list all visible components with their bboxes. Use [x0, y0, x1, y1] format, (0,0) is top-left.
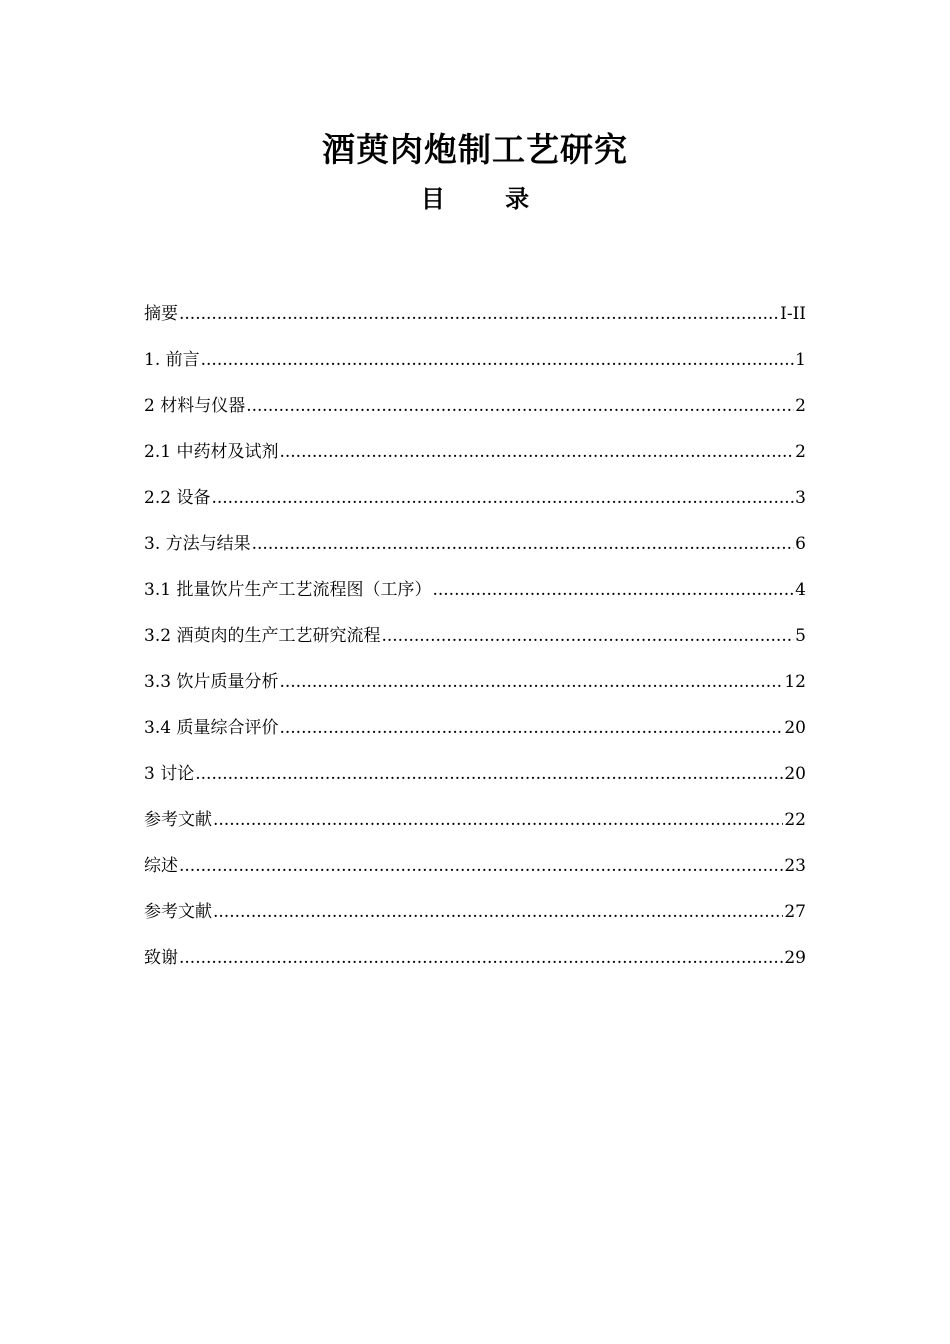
toc-entry-page: 2 — [795, 442, 806, 462]
toc-entry-label: 1. 前言 — [144, 350, 200, 370]
toc-entry-discussion[interactable] — [144, 760, 806, 806]
toc-dot-leader — [179, 852, 783, 880]
toc-entry-quality-analysis[interactable] — [144, 668, 806, 714]
toc-entry-process-flowchart[interactable] — [144, 576, 806, 622]
toc-dot-leader — [252, 530, 795, 558]
toc-entry-page: 12 — [784, 672, 806, 692]
toc-entry-label: 3.1 批量饮片生产工艺流程图（工序） — [144, 580, 432, 600]
toc-entry-process-research[interactable] — [144, 622, 806, 668]
toc-entry-page: 4 — [795, 580, 806, 600]
toc-entry-quality-evaluation[interactable] — [144, 714, 806, 760]
toc-entry-abstract[interactable] — [144, 300, 806, 346]
toc-entry-acknowledgements[interactable] — [144, 944, 806, 990]
toc-entry-label: 致谢 — [144, 948, 178, 968]
toc-entry-materials[interactable] — [144, 392, 806, 438]
toc-dot-leader — [213, 806, 783, 834]
toc-entry-label: 3.3 饮片质量分析 — [144, 672, 279, 692]
toc-entry-page: 5 — [795, 626, 806, 646]
toc-entry-review[interactable] — [144, 852, 806, 898]
toc-entry-references[interactable] — [144, 806, 806, 852]
toc-entry-label: 3.2 酒萸肉的生产工艺研究流程 — [144, 626, 381, 646]
toc-dot-leader — [179, 944, 783, 972]
toc-dot-leader — [279, 438, 794, 466]
toc-entry-page: 6 — [795, 534, 806, 554]
toc-dot-leader — [381, 622, 794, 650]
toc-entry-label: 摘要 — [144, 304, 178, 324]
toc-entry-page: 29 — [784, 948, 806, 968]
toc-entry-page: 1 — [795, 350, 806, 370]
toc-entry-label: 2.2 设备 — [144, 488, 211, 508]
toc-entry-label: 3.4 质量综合评价 — [144, 718, 279, 738]
toc-entry-label: 综述 — [144, 856, 178, 876]
toc-entry-page: 23 — [784, 856, 806, 876]
toc-entry-label: 3 讨论 — [144, 764, 195, 784]
toc-entry-methods-results[interactable] — [144, 530, 806, 576]
toc-entry-page: 2 — [795, 396, 806, 416]
toc-dot-leader — [279, 714, 783, 742]
toc-entry-equipment[interactable] — [144, 484, 806, 530]
toc-dot-leader — [201, 346, 795, 374]
toc-dot-leader — [211, 484, 794, 512]
toc-entry-page: 22 — [784, 810, 806, 830]
toc-entry-page: 3 — [795, 488, 806, 508]
toc-entry-label: 参考文献 — [144, 810, 212, 830]
toc-dot-leader — [179, 300, 779, 328]
table-of-contents — [144, 300, 806, 990]
toc-dot-leader — [213, 898, 783, 926]
toc-heading: 目 录 — [420, 185, 556, 213]
toc-entry-preface[interactable] — [144, 346, 806, 392]
toc-dot-leader — [246, 392, 794, 420]
toc-entry-label: 2.1 中药材及试剂 — [144, 442, 279, 462]
toc-dot-leader — [195, 760, 783, 788]
toc-entry-label: 2 材料与仪器 — [144, 396, 246, 416]
toc-entry-page: 20 — [784, 764, 806, 784]
toc-entry-label: 3. 方法与结果 — [144, 534, 251, 554]
toc-entry-page: 20 — [784, 718, 806, 738]
toc-entry-page: 27 — [784, 902, 806, 922]
document-title: 酒萸肉炮制工艺研究 — [322, 130, 628, 169]
toc-entry-label: 参考文献 — [144, 902, 212, 922]
toc-entry-herbs-reagents[interactable] — [144, 438, 806, 484]
toc-entry-review-references[interactable] — [144, 898, 806, 944]
toc-dot-leader — [279, 668, 783, 696]
toc-entry-page: I-II — [780, 304, 806, 324]
toc-dot-leader — [432, 576, 794, 604]
